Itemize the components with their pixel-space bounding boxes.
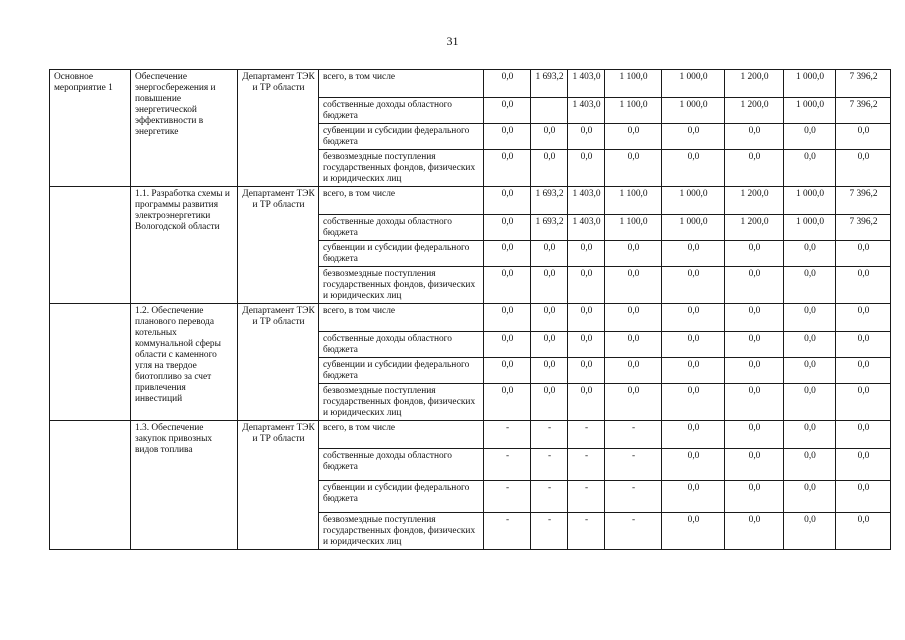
value-cell: 1 100,0 — [605, 215, 662, 241]
value-cell: 0,0 — [605, 384, 662, 421]
value-cell: 0,0 — [662, 241, 725, 267]
value-cell: - — [605, 481, 662, 513]
funding-source-cell: безвозмездные поступления государственных фондов, физических и юридических лиц — [319, 267, 484, 304]
table-row — [50, 421, 891, 449]
value-cell: 0,0 — [531, 332, 568, 358]
value-cell: 0,0 — [568, 332, 605, 358]
value-cell: 0,0 — [484, 358, 531, 384]
value-cell: 0,0 — [484, 332, 531, 358]
funding-source-cell: всего, в том числе — [319, 187, 484, 215]
value-cell: - — [568, 421, 605, 449]
value-cell: - — [484, 449, 531, 481]
value-cell: 0,0 — [484, 98, 531, 124]
total-value-cell: 0,0 — [836, 384, 891, 421]
value-cell: 1 000,0 — [784, 98, 836, 124]
value-cell: 1 403,0 — [568, 215, 605, 241]
value-cell: - — [531, 421, 568, 449]
value-cell: 0,0 — [784, 449, 836, 481]
funding-source-cell: субвенции и субсидии федерального бюджета — [319, 358, 484, 384]
value-cell: - — [605, 449, 662, 481]
value-cell: 0,0 — [568, 358, 605, 384]
responsible-executor-cell: Департамент ТЭК и ТР области — [238, 421, 319, 550]
value-cell: 0,0 — [605, 150, 662, 187]
value-cell: 0,0 — [568, 304, 605, 332]
table-row — [50, 304, 891, 332]
value-cell: 0,0 — [484, 241, 531, 267]
value-cell: 0,0 — [725, 513, 784, 550]
value-cell: 0,0 — [605, 124, 662, 150]
total-value-cell: 0,0 — [836, 150, 891, 187]
table-row — [50, 187, 891, 215]
value-cell: 0,0 — [531, 384, 568, 421]
value-cell: 0,0 — [662, 481, 725, 513]
funding-source-cell: собственные доходы областного бюджета — [319, 215, 484, 241]
total-value-cell: 7 396,2 — [836, 215, 891, 241]
total-value-cell: 0,0 — [836, 304, 891, 332]
value-cell: - — [531, 481, 568, 513]
value-cell: 0,0 — [784, 421, 836, 449]
value-cell: 0,0 — [662, 332, 725, 358]
value-cell: 1 100,0 — [605, 187, 662, 215]
funding-source-cell: безвозмездные поступления государственных фондов, физических и юридических лиц — [319, 513, 484, 550]
value-cell: 1 000,0 — [662, 98, 725, 124]
total-value-cell: 0,0 — [836, 421, 891, 449]
value-cell: 0,0 — [605, 241, 662, 267]
value-cell: 0,0 — [484, 150, 531, 187]
value-cell: 1 000,0 — [784, 187, 836, 215]
value-cell: 0,0 — [484, 215, 531, 241]
value-cell: 0,0 — [531, 267, 568, 304]
value-cell: 0,0 — [484, 70, 531, 98]
value-cell: 0,0 — [784, 358, 836, 384]
value-cell: 0,0 — [605, 358, 662, 384]
funding-source-cell: собственные доходы областного бюджета — [319, 449, 484, 481]
value-cell: 0,0 — [725, 304, 784, 332]
total-value-cell: 7 396,2 — [836, 98, 891, 124]
value-cell: 0,0 — [662, 124, 725, 150]
funding-source-cell: всего, в том числе — [319, 421, 484, 449]
total-value-cell: 0,0 — [836, 124, 891, 150]
responsible-executor-cell: Департамент ТЭК и ТР области — [238, 70, 319, 187]
value-cell: - — [484, 481, 531, 513]
measure-type-cell — [50, 304, 131, 421]
value-cell: 0,0 — [784, 304, 836, 332]
value-cell: 0,0 — [605, 304, 662, 332]
value-cell: 1 000,0 — [784, 215, 836, 241]
total-value-cell: 0,0 — [836, 513, 891, 550]
value-cell: 0,0 — [725, 150, 784, 187]
value-cell: 1 000,0 — [662, 70, 725, 98]
value-cell: 1 000,0 — [662, 187, 725, 215]
funding-source-cell: безвозмездные поступления государственных фондов, физических и юридических лиц — [319, 150, 484, 187]
value-cell: 0,0 — [662, 384, 725, 421]
responsible-executor-cell: Департамент ТЭК и ТР области — [238, 187, 319, 304]
value-cell: 0,0 — [662, 304, 725, 332]
value-cell: 0,0 — [531, 304, 568, 332]
value-cell: - — [568, 449, 605, 481]
value-cell: 0,0 — [568, 267, 605, 304]
total-value-cell: 0,0 — [836, 481, 891, 513]
value-cell: 1 200,0 — [725, 98, 784, 124]
value-cell: 0,0 — [784, 481, 836, 513]
value-cell: 1 200,0 — [725, 187, 784, 215]
total-value-cell: 0,0 — [836, 241, 891, 267]
value-cell: 1 693,2 — [531, 187, 568, 215]
value-cell: 0,0 — [605, 267, 662, 304]
measure-name-cell: Обеспечение энергосбережения и повышение энергетической эффективности в энергетике — [131, 70, 238, 187]
value-cell: - — [484, 421, 531, 449]
value-cell: 0,0 — [531, 124, 568, 150]
funding-source-cell: всего, в том числе — [319, 304, 484, 332]
funding-source-cell: собственные доходы областного бюджета — [319, 98, 484, 124]
value-cell: 1 100,0 — [605, 98, 662, 124]
value-cell: 0,0 — [662, 449, 725, 481]
funding-source-cell: субвенции и субсидии федерального бюджета — [319, 241, 484, 267]
value-cell: 1 693,2 — [531, 215, 568, 241]
budget-table — [49, 69, 891, 550]
value-cell: 0,0 — [784, 513, 836, 550]
value-cell: 1 000,0 — [662, 215, 725, 241]
value-cell: 0,0 — [725, 124, 784, 150]
value-cell: 1 100,0 — [605, 70, 662, 98]
value-cell: 1 200,0 — [725, 215, 784, 241]
value-cell: 0,0 — [662, 513, 725, 550]
page-number: 31 — [446, 34, 459, 48]
value-cell: - — [568, 513, 605, 550]
value-cell: 1 403,0 — [568, 70, 605, 98]
value-cell: 0,0 — [568, 241, 605, 267]
total-value-cell: 7 396,2 — [836, 187, 891, 215]
value-cell: 0,0 — [725, 481, 784, 513]
funding-source-cell: субвенции и субсидии федерального бюджета — [319, 481, 484, 513]
value-cell: 0,0 — [725, 241, 784, 267]
total-value-cell: 0,0 — [836, 358, 891, 384]
funding-source-cell: собственные доходы областного бюджета — [319, 332, 484, 358]
value-cell: 1 403,0 — [568, 187, 605, 215]
value-cell: 0,0 — [725, 358, 784, 384]
measure-type-cell: Основное мероприятие 1 — [50, 70, 131, 187]
measure-name-cell: 1.1. Разработка схемы и программы развития электроэнергетики Вологодской области — [131, 187, 238, 304]
value-cell: 0,0 — [662, 267, 725, 304]
value-cell: 1 200,0 — [725, 70, 784, 98]
value-cell: 0,0 — [662, 358, 725, 384]
value-cell: 0,0 — [484, 267, 531, 304]
value-cell: 0,0 — [784, 267, 836, 304]
value-cell: 1 693,2 — [531, 70, 568, 98]
value-cell: 0,0 — [484, 304, 531, 332]
value-cell: 0,0 — [568, 150, 605, 187]
value-cell: - — [568, 481, 605, 513]
value-cell: 0,0 — [784, 332, 836, 358]
value-cell: 1 000,0 — [784, 70, 836, 98]
value-cell: - — [531, 449, 568, 481]
measure-name-cell: 1.2. Обеспечение планового перевода котельных коммунальной сферы области с каменного угля на твердое биотопливо за счет привлечения инвестиций — [131, 304, 238, 421]
value-cell: 0,0 — [531, 150, 568, 187]
value-cell: 0,0 — [784, 384, 836, 421]
value-cell: 0,0 — [484, 187, 531, 215]
value-cell: 0,0 — [725, 384, 784, 421]
value-cell: 0,0 — [484, 384, 531, 421]
funding-source-cell: всего, в том числе — [319, 70, 484, 98]
total-value-cell: 7 396,2 — [836, 70, 891, 98]
value-cell: 0,0 — [725, 449, 784, 481]
value-cell: 0,0 — [605, 332, 662, 358]
value-cell: - — [605, 513, 662, 550]
value-cell — [531, 98, 568, 124]
value-cell: 0,0 — [725, 267, 784, 304]
value-cell: 0,0 — [662, 421, 725, 449]
measure-name-cell: 1.3. Обеспечение закупок привозных видов топлива — [131, 421, 238, 550]
value-cell: 0,0 — [784, 150, 836, 187]
value-cell: 0,0 — [725, 421, 784, 449]
value-cell: 0,0 — [725, 332, 784, 358]
value-cell: 0,0 — [568, 384, 605, 421]
value-cell: - — [531, 513, 568, 550]
total-value-cell: 0,0 — [836, 449, 891, 481]
value-cell: - — [484, 513, 531, 550]
table-row — [50, 70, 891, 98]
value-cell: 1 403,0 — [568, 98, 605, 124]
total-value-cell: 0,0 — [836, 332, 891, 358]
measure-type-cell — [50, 187, 131, 304]
total-value-cell: 0,0 — [836, 267, 891, 304]
value-cell: 0,0 — [784, 241, 836, 267]
value-cell: 0,0 — [484, 124, 531, 150]
funding-source-cell: субвенции и субсидии федерального бюджета — [319, 124, 484, 150]
value-cell: 0,0 — [531, 358, 568, 384]
measure-type-cell — [50, 421, 131, 550]
funding-source-cell: безвозмездные поступления государственных фондов, физических и юридических лиц — [319, 384, 484, 421]
responsible-executor-cell: Департамент ТЭК и ТР области — [238, 304, 319, 421]
value-cell: 0,0 — [531, 241, 568, 267]
value-cell: 0,0 — [784, 124, 836, 150]
value-cell: 0,0 — [662, 150, 725, 187]
value-cell: 0,0 — [568, 124, 605, 150]
value-cell: - — [605, 421, 662, 449]
